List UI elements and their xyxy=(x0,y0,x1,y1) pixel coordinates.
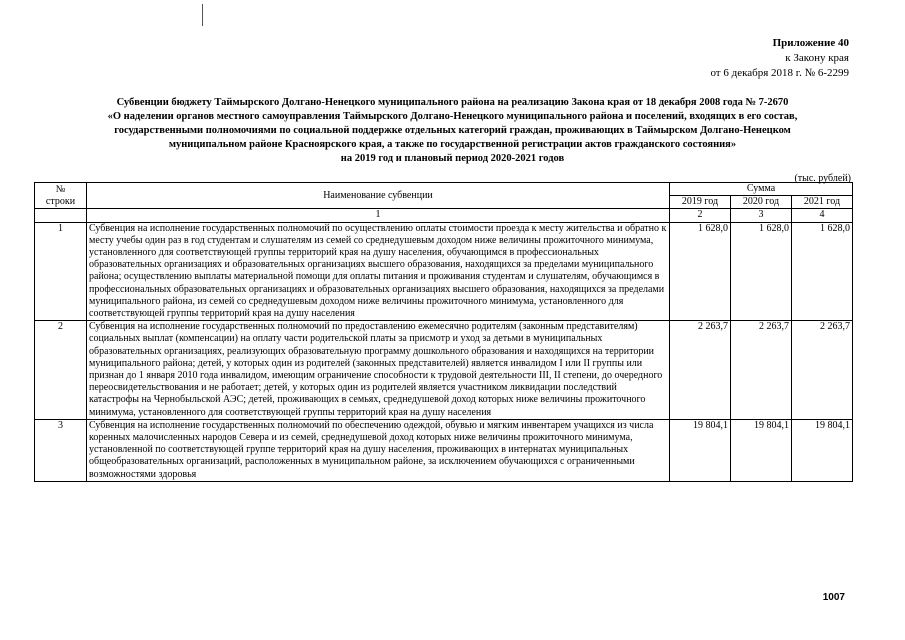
row-value-2019: 2 263,7 xyxy=(670,321,731,420)
index-cell-1: 1 xyxy=(87,209,670,222)
heading-line-2: «О наделении органов местного самоуправления Таймырского Долгано-Ненецкого муниципального района и поселений, входящих в его состав, xyxy=(107,111,798,122)
unit-label: (тыс. рублей) xyxy=(794,173,851,184)
header-row-number xyxy=(35,183,87,209)
heading-line-1: Субвенции бюджету Таймырского Долгано-Ненецкого муниципального района на реализацию Закона края от 18 декабря 2008 года № 7-2670 xyxy=(116,97,789,108)
index-cell-2: 2 xyxy=(670,209,731,222)
row-value-2020: 1 628,0 xyxy=(731,222,792,321)
header-sum: Сумма xyxy=(670,183,853,196)
index-cell-4: 4 xyxy=(792,209,853,222)
page-number: 1007 xyxy=(822,592,845,603)
row-description: Субвенция на исполнение государственных полномочий по предоставлению ежемесячно родителям (законным представителям) социальных выплат (компенсации) на оплату части родительской платы за присмотр и уход за детьми в муниципальных образовательных организациях, реализующих образовательную программу дошкольного образования и находящихся на территории муниципального района; детей, у которых один из родителей (законных представителей) является инвалидом I или II группы или признан до 1 января 2010 года инвалидом, имеющим ограничение способности к трудовой деятельности III, II степени, до очередного переосвидетельствования и не работает; детей, у которых один из родителей является участником ликвидации последствий катастрофы на Чернобыльской АЭС; детей, проживающих в семьях, среднедушевой доход которых ниже величины прожиточного минимума, установленного для соответствующей группы территорий края на душу населения xyxy=(87,321,670,420)
row-value-2020: 19 804,1 xyxy=(731,419,792,481)
heading-line-5: на 2019 год и плановый период 2020-2021 годов xyxy=(340,153,565,164)
row-description: Субвенция на исполнение государственных полномочий по осуществлению оплаты стоимости проезда к месту жительства и обратно к месту учебы один раз в год студентам и слушателям из семей со среднедушевым доходом ниже величины прожиточного минимума, установленного для соответствующей группы территорий края на душу населения, обучающимся в профессиональных образовательных организациях и образовательных организациях высшего образования, находящихся за пределами муниципального района; осуществлению выплаты материальной помощи для оплаты питания и проживания студентам и слушателям, обучающимся в профессиональных образовательных организациях и образовательных организациях высшего образования, находящихся за пределами муниципального района, из семей со среднедушевым доходом ниже величины прожиточного минимума, установленного для соответствующей группы территорий края на душу населения xyxy=(87,222,670,321)
subventions-table xyxy=(34,182,853,482)
row-value-2021: 19 804,1 xyxy=(792,419,853,481)
row-number: 2 xyxy=(35,321,87,420)
row-number: 3 xyxy=(35,419,87,481)
row-value-2021: 2 263,7 xyxy=(792,321,853,420)
table-row xyxy=(35,321,853,420)
row-value-2020: 2 263,7 xyxy=(731,321,792,420)
index-cell-3: 3 xyxy=(731,209,792,222)
heading-line-3: государственными полномочиями по социальной поддержке отдельных категорий граждан, проживающих в Таймырском Долгано-Ненецком xyxy=(114,125,791,136)
row-value-2019: 1 628,0 xyxy=(670,222,731,321)
document-heading xyxy=(30,96,875,166)
header-no-word: строки xyxy=(45,195,76,207)
scan-mark xyxy=(202,4,203,26)
index-cell-empty xyxy=(35,209,87,222)
appendix-law-ref: к Закону края xyxy=(785,52,849,64)
table-index-row xyxy=(35,209,853,222)
appendix-title: Приложение 40 xyxy=(772,37,849,49)
appendix-block xyxy=(710,36,849,81)
row-number: 1 xyxy=(35,222,87,321)
header-no-sign: № xyxy=(55,183,66,195)
header-year-2020: 2020 год xyxy=(731,196,792,209)
table-row xyxy=(35,222,853,321)
row-value-2019: 19 804,1 xyxy=(670,419,731,481)
table-row xyxy=(35,419,853,481)
row-description: Субвенция на исполнение государственных полномочий по обеспечению одеждой, обувью и мягким инвентарем учащихся из числа коренных малочисленных народов Севера и из семей, среднедушевой доход которых ниже величины прожиточного минимума, установленной по соответствующей группе территорий края на душу населения, проживающих в интернатах муниципальных общеобразовательных организаций, расположенных в муниципальном районе, за исключением обучающихся с ограниченными возможностями здоровья xyxy=(87,419,670,481)
row-value-2021: 1 628,0 xyxy=(792,222,853,321)
header-year-2021: 2021 год xyxy=(792,196,853,209)
appendix-date: от 6 декабря 2018 г. № 6-2299 xyxy=(710,67,849,79)
table-header-row xyxy=(35,183,853,196)
header-year-2019: 2019 год xyxy=(670,196,731,209)
header-name: Наименование субвенции xyxy=(87,183,670,209)
heading-line-4: муниципальном районе Красноярского края, а также по государственной регистрации актов гражданского состояния» xyxy=(168,139,737,150)
